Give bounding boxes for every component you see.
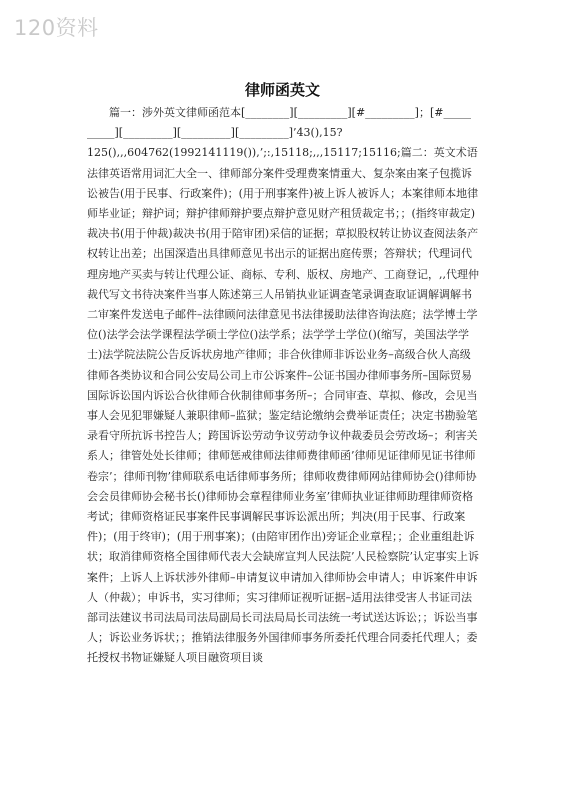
watermark-logo: 120资料: [14, 16, 99, 40]
document-title: 律师函英文: [244, 81, 320, 99]
document-body: [87, 103, 479, 669]
paragraph-2: 125(),,,604762(1992141119()),’;:,15118;,,,15117;15116;篇二：英文术语法律英语常用词汇大全一、律师部分案件受理费案情重大、复杂案由案子包揽诉讼被告(用于民事、行政案件)；(用于刑事案件)被上诉人被诉人；本案律师本地律师毕业证；辩护词；辩护律师辩护要点辩护意见财产租赁裁定书；；(指终审裁定)裁决书(用于仲裁)裁决书(用于陪审团)采信的证据；草拟股权转让协议查阅法条产权转让出差；出国深造出具律师意见书出示的证据出庭传票；答辩状；代理词代理房地产买卖与转让代理公证、商标、专利、版权、房地产、工商登记，,,代理仲裁代写文书待决案件当事人陈述第三人吊销执业证调查笔录调查取证调解调解书二审案件发送电子邮件–法律顾问法律意见书法律援助法律咨询法庭；法学博士学位()法学会法学课程法学硕士学位()法学系；法学学士学位()(缩写，美国法学学士)法学院法院公告反诉状房地产律师；非合伙律师非诉讼业务–高级合伙人高级律师各类协议和合同公安局公司上市公诉案件–公证书国办律师事务所–国际贸易国际诉讼国内诉讼合伙律师合伙制律师事务所–；合同审查、草拟、修改，会见当事人会见犯罪嫌疑人兼职律师–监狱；鉴定结论缴纳会费举证责任；决定书勘验笔录看守所抗诉书控告人；跨国诉讼劳动争议劳动争议仲裁委员会劳改场–；利害关系人；律管处处长律师；律师惩戒律师法律师费律师函’律师见证律师见证书律师卷宗’；律师刊物’律师联系电话律师事务所；律师收费律师网站律师协会()律师协会会员律师协会秘书长()律师协会章程律师业务室’律师执业证律师助理律师资格考试；律师资格证民事案件民事调解民事诉讼派出所；判决(用于民事、行政案件)；(用于终审)；(用于刑事案)；(由陪审团作出)旁证企业章程；；企业重组赴诉状；取消律师资格全国律师代表大会缺席宣判人民法院’人民检察院’认定事实上诉案件；上诉人上诉状涉外律师–申请复议申请加入律师协会申请人；申诉案件申诉人（仲裁）；申诉书，实习律师；实习律师证视听证据–适用法律受害人书证司法部司法建议书司法局司法局副局长司法局局长司法统一考试送达诉讼；；诉讼当事人；诉讼业务诉状；；推销法律服务外国律师事务所委托代理合同委托代理人；委托授权书物证嫌疑人项目融资项目谈: [87, 146, 479, 665]
paragraph-1: 篇一：涉外英文律师函范本[________][_________][#_________]；[#_____ _____][_________][_________][_________]’43(),15?: [87, 106, 471, 140]
